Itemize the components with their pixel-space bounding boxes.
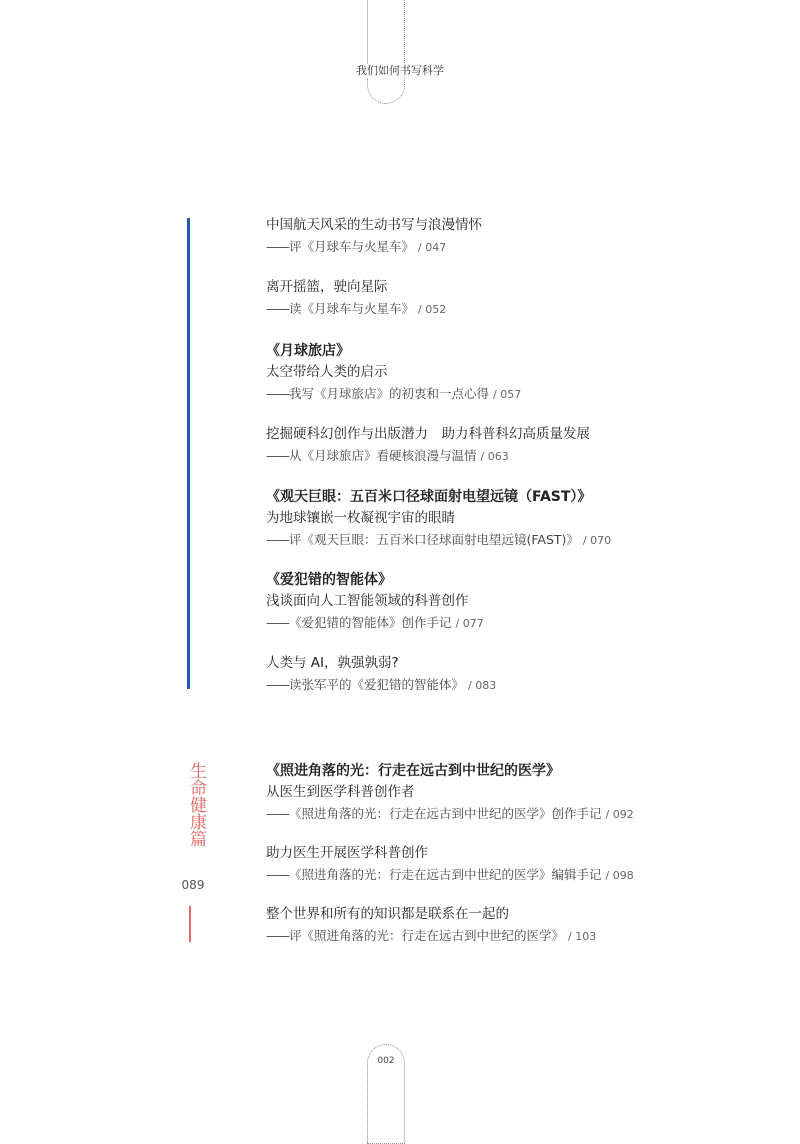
entry-page: / 103 bbox=[568, 930, 597, 943]
entry-sub-text: 评《照进角落的光：行走在远古到中世纪的医学》 bbox=[289, 928, 565, 943]
entry-title: 人类与 AI，孰强孰弱? bbox=[266, 655, 399, 671]
section-rule-red bbox=[189, 906, 191, 942]
entry-sub-text: 读《月球车与火星车》 bbox=[289, 301, 415, 316]
entry-page: / 052 bbox=[418, 303, 447, 316]
entry-title[interactable]: 从医生到医学科普创作者 bbox=[266, 784, 415, 800]
entry-subtitle bbox=[266, 803, 766, 825]
book-title[interactable]: 《月球旅店》 bbox=[266, 343, 350, 359]
header-tab-decoration bbox=[367, 0, 405, 104]
toc-entry[interactable] bbox=[266, 653, 766, 696]
book-title[interactable]: 《爱犯错的智能体》 bbox=[266, 572, 392, 588]
entry-subtitle bbox=[266, 674, 766, 696]
dash: —— bbox=[266, 615, 289, 630]
dash: —— bbox=[266, 532, 289, 547]
entry-title[interactable]: 为地球镶嵌一枚凝视宇宙的眼睛 bbox=[266, 510, 455, 526]
toc-entry[interactable] bbox=[266, 277, 766, 320]
section-rule-blue bbox=[187, 218, 190, 689]
dash: —— bbox=[266, 806, 289, 821]
entry-subtitle bbox=[266, 445, 766, 467]
section-page-number: 089 bbox=[181, 878, 205, 892]
entry-title[interactable]: 太空带给人类的启示 bbox=[266, 364, 388, 380]
entry-subtitle bbox=[266, 529, 766, 551]
dash: —— bbox=[266, 867, 289, 882]
entry-sub-text: 《照进角落的光：行走在远古到中世纪的医学》编辑手记 bbox=[289, 867, 602, 882]
entry-subtitle bbox=[266, 298, 766, 320]
entry-subtitle bbox=[266, 925, 766, 947]
entry-sub-text: 读张军平的《爱犯错的智能体》 bbox=[289, 677, 465, 692]
dash: —— bbox=[266, 677, 289, 692]
dash: —— bbox=[266, 928, 289, 943]
book-title[interactable]: 《照进角落的光：行走在远古到中世纪的医学》 bbox=[266, 763, 560, 779]
entry-subtitle bbox=[266, 612, 766, 634]
entry-sub-text: 《爱犯错的智能体》创作手记 bbox=[289, 615, 452, 630]
entry-title: 中国航天风采的生动书写与浪漫情怀 bbox=[266, 217, 482, 233]
toc-book-group bbox=[266, 487, 766, 551]
toc-book-group bbox=[266, 761, 766, 825]
entry-page: / 098 bbox=[605, 869, 634, 882]
dash: —— bbox=[266, 386, 289, 401]
toc-book-group bbox=[266, 570, 766, 634]
entry-subtitle bbox=[266, 864, 766, 886]
entry-title: 助力医生开展医学科普创作 bbox=[266, 845, 428, 861]
entry-sub-text: 《照进角落的光：行走在远古到中世纪的医学》创作手记 bbox=[289, 806, 602, 821]
entry-page: / 047 bbox=[418, 241, 447, 254]
toc-book-group bbox=[266, 341, 766, 405]
entry-page: / 092 bbox=[605, 808, 634, 821]
toc-entry[interactable] bbox=[266, 904, 766, 947]
page-number: 002 bbox=[377, 1056, 395, 1066]
entry-subtitle bbox=[266, 236, 766, 258]
dash: —— bbox=[266, 301, 289, 316]
section-title[interactable]: 生命健康篇 bbox=[186, 762, 206, 847]
entry-page: / 083 bbox=[468, 679, 497, 692]
dash: —— bbox=[266, 448, 289, 463]
book-title[interactable]: 《观天巨眼：五百米口径球面射电望远镜（FAST）》 bbox=[266, 489, 592, 505]
toc-entry[interactable] bbox=[266, 843, 766, 886]
entry-page: / 063 bbox=[480, 450, 509, 463]
entry-sub-text: 从《月球旅店》看硬核浪漫与温情 bbox=[289, 448, 477, 463]
entry-sub-text: 我写《月球旅店》的初衷和一点心得 bbox=[289, 386, 490, 401]
entry-title: 离开摇篮，驶向星际 bbox=[266, 279, 388, 295]
entry-page: / 057 bbox=[493, 388, 522, 401]
dash: —— bbox=[266, 239, 289, 254]
entry-sub-text: 评《月球车与火星车》 bbox=[289, 239, 415, 254]
entry-title[interactable]: 浅谈面向人工智能领域的科普创作 bbox=[266, 593, 469, 609]
running-head: 我们如何书写科学 bbox=[300, 64, 500, 78]
entry-title: 整个世界和所有的知识都是联系在一起的 bbox=[266, 906, 509, 922]
toc-entry[interactable] bbox=[266, 215, 766, 258]
toc-entry[interactable] bbox=[266, 424, 766, 467]
entry-sub-text: 评《观天巨眼：五百米口径球面射电望远镜(FAST)》 bbox=[289, 532, 579, 547]
entry-page: / 077 bbox=[455, 617, 484, 630]
entry-title: 挖掘硬科幻创作与出版潜力 助力科普科幻高质量发展 bbox=[266, 426, 590, 442]
entry-subtitle bbox=[266, 383, 766, 405]
entry-page: / 070 bbox=[582, 534, 612, 547]
